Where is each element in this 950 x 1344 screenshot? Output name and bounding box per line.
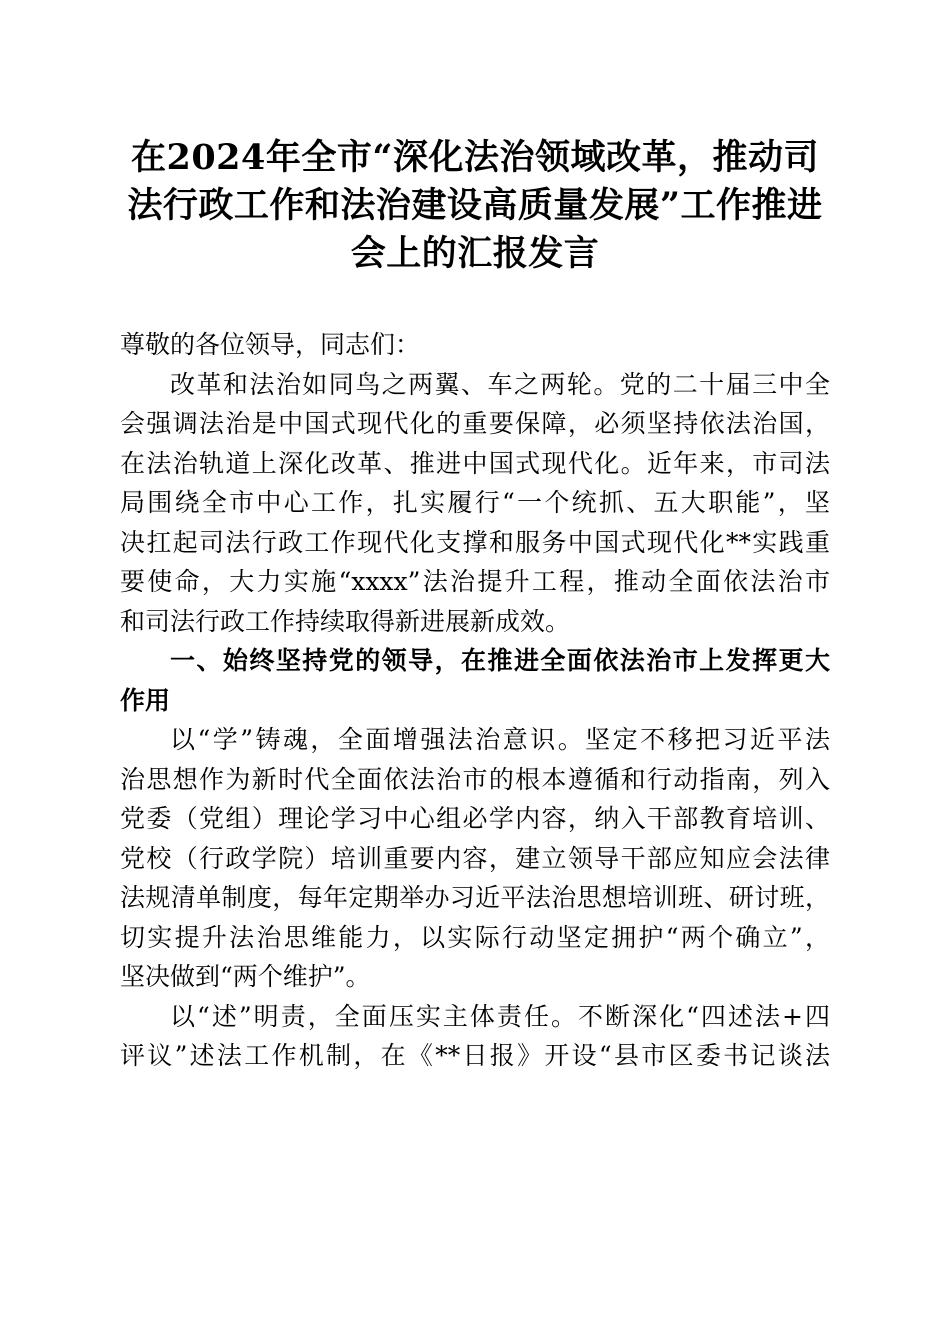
intro-paragraph bbox=[120, 365, 830, 642]
paragraph-line: 局围绕全市中心工作，扎实履行“一个统抓、五大职能”，坚 bbox=[120, 488, 830, 517]
paragraph-line: 党校（行政学院）培训重要内容，建立领导干部应知应会法律 bbox=[120, 843, 830, 873]
heading-line: 一、始终坚持党的领导，在推进全面依法治市上发挥更大 bbox=[170, 646, 830, 675]
document-body bbox=[120, 325, 830, 1076]
paragraph-line: 以“学”铸魂，全面增强法治意识。坚定不移把习近平法 bbox=[170, 725, 830, 754]
title-line: 会上的汇报发言 bbox=[350, 233, 600, 274]
title-line: 法行政工作和法治建设高质量发展”工作推进 bbox=[127, 185, 823, 226]
paragraph-line: 决扛起司法行政工作现代化支撑和服务中国式现代化**实践重 bbox=[120, 527, 830, 557]
paragraph-line: 要使命，大力实施“xxxx”法治提升工程，推动全面依法治市 bbox=[120, 567, 830, 596]
salutation: 尊敬的各位领导，同志们： bbox=[120, 330, 421, 359]
paragraph-line: 和司法行政工作持续取得新进展新成效。 bbox=[120, 606, 571, 636]
paragraph-line: 改革和法治如同鸟之两翼、车之两轮。党的二十届三中全 bbox=[170, 369, 830, 399]
paragraph-xue bbox=[120, 720, 830, 997]
section-heading bbox=[120, 641, 830, 720]
paragraph-shu bbox=[120, 997, 830, 1076]
paragraph-line: 坚决做到“两个维护”。 bbox=[120, 962, 371, 991]
paragraph-line: 以“述”明责，全面压实主体责任。不断深化“四述法+四 bbox=[170, 1001, 830, 1031]
paragraph-line: 评议”述法工作机制，在《**日报》开设“县市区委书记谈法 bbox=[120, 1041, 830, 1070]
heading-line: 作用 bbox=[120, 685, 171, 715]
paragraph-line: 在法治轨道上深化改革、推进中国式现代化。近年来，市司法 bbox=[120, 448, 830, 478]
paragraph-line: 会强调法治是中国式现代化的重要保障，必须坚持依法治国， bbox=[120, 409, 830, 438]
title-line: 在2024年全市“深化法治领域改革，推动司 bbox=[130, 137, 820, 178]
paragraph-line: 法规清单制度，每年定期举办习近平法治思想培训班、研讨班， bbox=[120, 883, 830, 912]
paragraph-line: 治思想作为新时代全面依法治市的根本遵循和行动指南，列入 bbox=[120, 764, 830, 794]
document-title bbox=[110, 134, 840, 278]
paragraph-line: 切实提升法治思维能力，以实际行动坚定拥护“两个确立”， bbox=[120, 922, 830, 952]
paragraph-line: 党委（党组）理论学习中心组必学内容，纳入干部教育培训、 bbox=[120, 804, 830, 833]
